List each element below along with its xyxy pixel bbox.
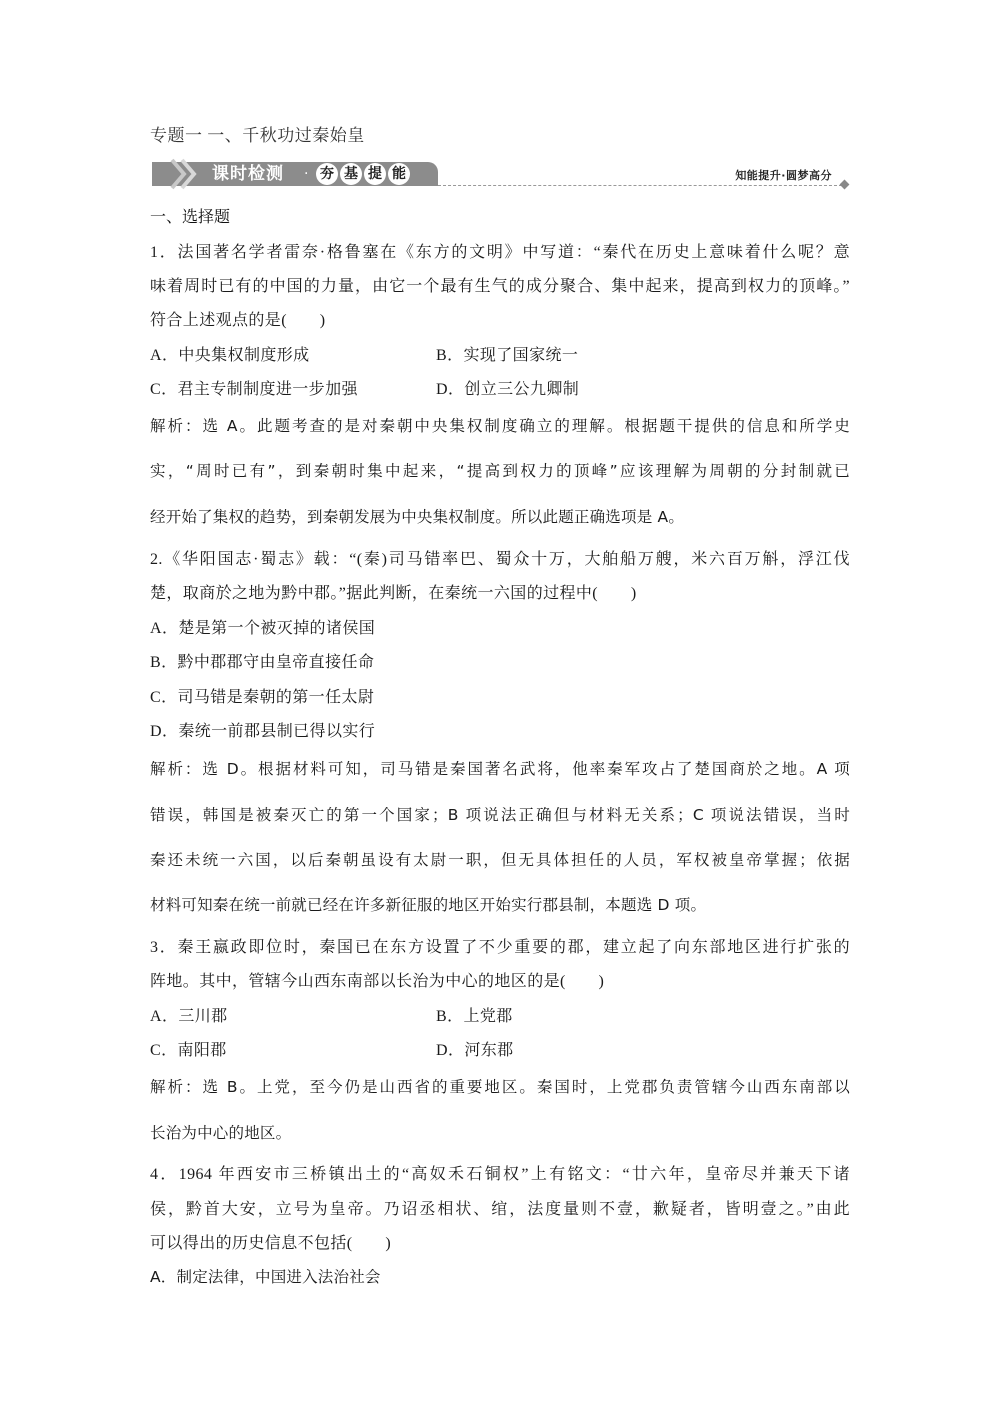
question-stem-line: 侯，黔首大安，立号为皇帝。乃诏丞相状、绾，法度量则不壹，歉疑者，皆明壹之。”由此 bbox=[150, 1201, 850, 1218]
option-a: A．楚是第一个被灭掉的诸侯国 bbox=[150, 620, 376, 637]
analysis-line: 错误，韩国是被秦灭亡的第一个国家；B 项说法正确但与材料无关系；C 项说法错误，当时 bbox=[150, 806, 850, 824]
question-stem-line: 符合上述观点的是( ) bbox=[150, 312, 326, 329]
analysis-line: 解析：选 A。此题考查的是对秦朝中央集权制度确立的理解。根据题干提供的信息和所学史 bbox=[150, 417, 850, 435]
chapter-title: 专题一 一、千秋功过秦始皇 bbox=[150, 126, 365, 145]
question-stem-line: 4．1964 年西安市三桥镇出土的“高奴禾石铜权”上有铭文：“廿六年，皇帝尽并兼天下诸 bbox=[150, 1166, 850, 1183]
badge-circle: 基 bbox=[340, 163, 362, 185]
badge-circle: 能 bbox=[388, 163, 410, 185]
option-row bbox=[150, 342, 850, 365]
dashed-divider bbox=[438, 185, 842, 186]
analysis-line: 解析：选 D。根据材料可知，司马错是秦国著名武将，他率秦军攻占了楚国商於之地。A 项 bbox=[150, 760, 850, 778]
question-stem-line: 1．法国著名学者雷奈·格鲁塞在《东方的文明》中写道：“秦代在历史上意味着什么呢？意 bbox=[150, 244, 850, 261]
option-row bbox=[150, 1003, 850, 1026]
option-row bbox=[150, 1037, 850, 1060]
analysis-line: 长治为中心的地区。 bbox=[150, 1124, 292, 1142]
option-d: D．创立三公九卿制 bbox=[436, 381, 580, 398]
option-c: C．司马错是秦朝的第一任太尉 bbox=[150, 689, 375, 706]
option-c: C．南阳郡 bbox=[150, 1042, 227, 1059]
option-c: C．君主专制制度进一步加强 bbox=[150, 381, 358, 398]
banner-title: 课时检测 bbox=[212, 164, 284, 184]
option-a: A．三川郡 bbox=[150, 1008, 228, 1025]
section-banner bbox=[150, 158, 850, 190]
question-stem-line: 2.《华阳国志·蜀志》载：“(秦)司马错率巴、蜀众十万，大舶船万艘，米六百万斛，浮江伐 bbox=[150, 551, 850, 568]
option-d: D．秦统一前郡县制已得以实行 bbox=[150, 723, 376, 740]
option-a: A．中央集权制度形成 bbox=[150, 347, 310, 364]
question-stem-line: 阵地。其中，管辖今山西东南部以长治为中心的地区的是( ) bbox=[150, 973, 605, 990]
analysis-line: 材料可知秦在统一前就已经在许多新征服的地区开始实行郡县制，本题选 D 项。 bbox=[150, 896, 707, 914]
banner-separator: · bbox=[304, 166, 309, 182]
badge-circle: 夯 bbox=[316, 163, 338, 185]
option-b: B．上党郡 bbox=[436, 1008, 513, 1025]
analysis-line: 经开始了集权的趋势，到秦朝发展为中央集权制度。所以此题正确选项是 A。 bbox=[150, 508, 685, 526]
banner-slogan: 知能提升·圆梦高分 bbox=[735, 169, 832, 182]
option-a: A．制定法律，中国进入法治社会 bbox=[150, 1268, 381, 1286]
option-b: B．实现了国家统一 bbox=[436, 347, 579, 364]
option-d: D．河东郡 bbox=[436, 1042, 514, 1059]
analysis-line: 解析：选 B。上党，至今仍是山西省的重要地区。秦国时，上党郡负责管辖今山西东南部以 bbox=[150, 1078, 850, 1096]
question-stem-line: 楚，取商於之地为黔中郡。”据此判断，在秦统一六国的过程中( ) bbox=[150, 585, 637, 602]
section-heading: 一、选择题 bbox=[150, 207, 231, 226]
diamond-icon bbox=[840, 180, 850, 190]
option-row bbox=[150, 376, 850, 399]
question-stem-line: 可以得出的历史信息不包括( ) bbox=[150, 1235, 392, 1252]
analysis-line: 实，“周时已有”，到秦朝时集中起来，“提高到权力的顶峰”应该理解为周朝的分封制就已 bbox=[150, 462, 850, 480]
option-b: B．黔中郡郡守由皇帝直接任命 bbox=[150, 654, 375, 671]
question-stem-line: 3．秦王嬴政即位时，秦国已在东方设置了不少重要的郡，建立起了向东部地区进行扩张的 bbox=[150, 939, 850, 956]
question-stem-line: 味着周时已有的中国的力量，由它一个最有生气的成分聚合、集中起来，提高到权力的顶峰。” bbox=[150, 278, 850, 295]
analysis-line: 秦还未统一六国，以后秦朝虽设有太尉一职，但无具体担任的人员，军权被皇帝掌握；依据 bbox=[150, 851, 850, 869]
banner-badges bbox=[316, 163, 410, 185]
double-chevron-icon bbox=[168, 158, 208, 190]
badge-circle: 提 bbox=[364, 163, 386, 185]
